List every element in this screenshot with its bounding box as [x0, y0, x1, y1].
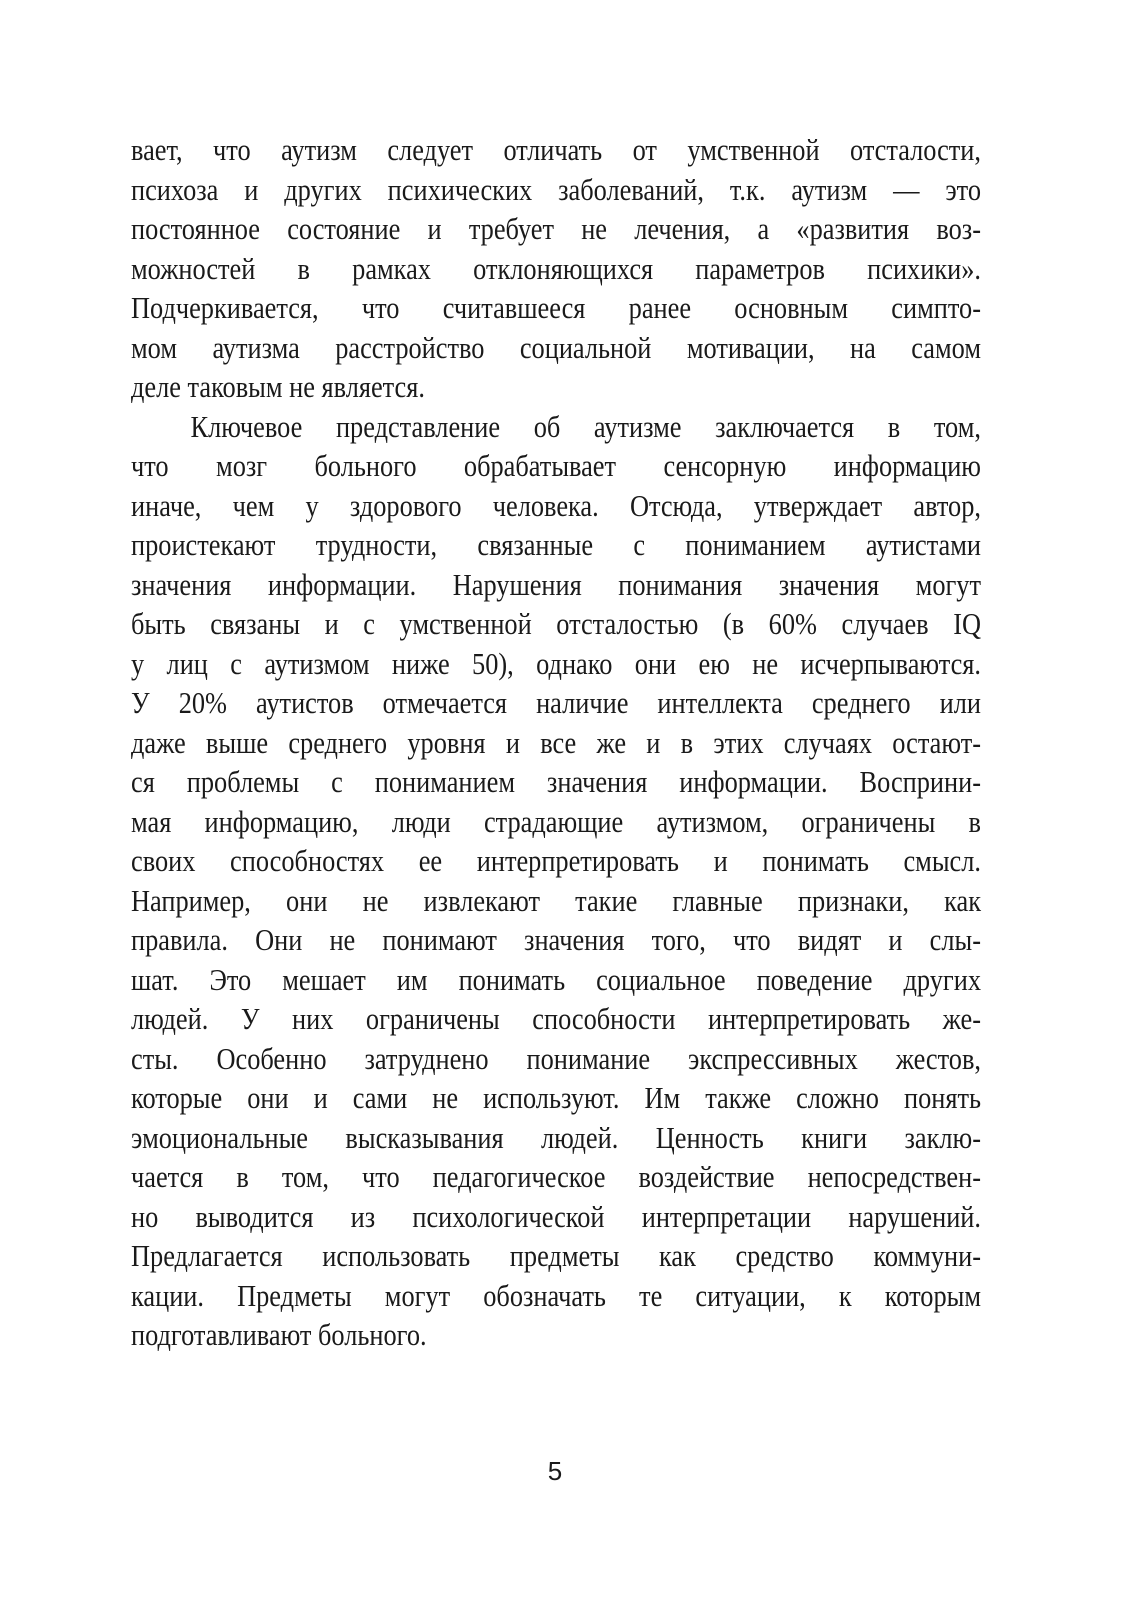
text-line: но выводится из психологической интерпретации нарушений. [131, 1198, 981, 1234]
text-line: правила. Они не понимают значения того, что видят и слы- [131, 922, 981, 957]
text-line: Предлагается использовать предметы как средство коммуни- [131, 1238, 981, 1273]
text-line: деле таковым не является. [131, 369, 425, 404]
text-line: которые они и сами не используют. Им также сложно понять [131, 1080, 981, 1115]
text-line: даже выше среднего уровня и все же и в этих случаях остают- [131, 724, 981, 760]
text-line: психоза и других психических заболеваний, т.к. аутизм — это [131, 171, 981, 207]
text-line: значения информации. Нарушения понимания значения могут [131, 566, 981, 602]
text-line: Например, они не извлекают такие главные признаки, как [131, 882, 981, 918]
text-line: шат. Это мешает им понимать социальное поведение других [131, 961, 981, 997]
text-line: своих способностях ее интерпретировать и понимать смысл. [131, 843, 981, 878]
text-line: что мозг больного обрабатывает сенсорную информацию [131, 448, 981, 483]
text-line: быть связаны и с умственной отсталостью (в 60% случаев IQ [131, 606, 981, 641]
text-line: подготавливают больного. [131, 1317, 427, 1352]
text-line: ся проблемы с пониманием значения информации. Восприни- [131, 764, 981, 799]
page-number: 5 [547, 1456, 563, 1486]
text-line: иначе, чем у здорового человека. Отсюда, утверждает автор, [131, 487, 981, 523]
text-line: эмоциональные высказывания людей. Ценность книги заклю- [131, 1119, 981, 1155]
text-line: сты. Особенно затруднено понимание экспрессивных жестов, [131, 1040, 981, 1076]
text-line: У 20% аутистов отмечается наличие интеллекта среднего или [131, 685, 981, 720]
text-line: постоянное состояние и требует не лечения, а «развития воз- [131, 211, 981, 246]
text-line: чается в том, что педагогическое воздействие непосредствен- [131, 1159, 981, 1194]
text-line: мом аутизма расстройство социальной мотивации, на самом [131, 329, 981, 365]
text-line: людей. У них ограничены способности интерпретировать же- [131, 1001, 981, 1036]
text-line: можностей в рамках отклоняющихся параметров психики». [131, 250, 981, 286]
text-line: Ключевое представление об аутизме заключается в том, [190, 408, 981, 444]
body-text [131, 130, 981, 1355]
text-line: у лиц с аутизмом ниже 50), однако они ею не исчерпываются. [131, 645, 981, 681]
text-line: мая информацию, люди страдающие аутизмом, ограничены в [131, 803, 981, 839]
paragraph [131, 130, 981, 407]
paragraph [131, 407, 981, 1355]
text-line: Подчеркивается, что считавшееся ранее основным симпто- [131, 290, 981, 325]
text-line: вает, что аутизм следует отличать от умственной отсталости, [131, 132, 981, 167]
text-line: проистекают трудности, связанные с пониманием аутистами [131, 527, 981, 562]
text-line: кации. Предметы могут обозначать те ситуации, к которым [131, 1277, 981, 1313]
